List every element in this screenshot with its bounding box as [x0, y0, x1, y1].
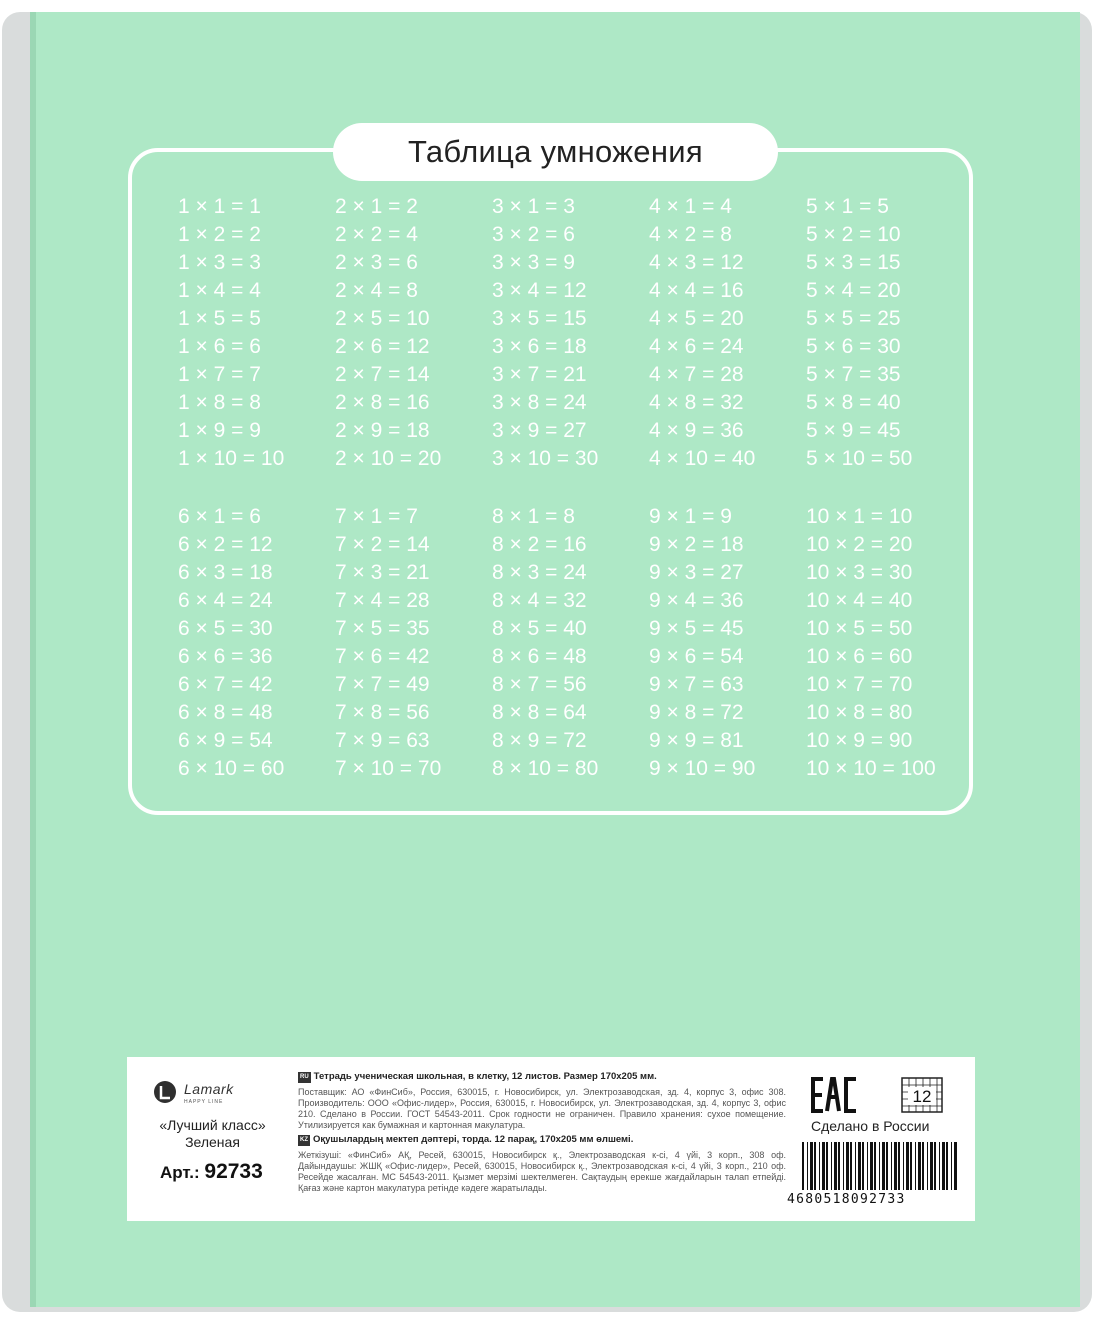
multiplication-fact: 9 × 1 = 9 — [649, 505, 732, 528]
table-column — [178, 193, 335, 473]
barcode-bar — [891, 1142, 892, 1190]
series-line-2: Зеленая — [185, 1134, 240, 1150]
barcode-bar — [850, 1142, 852, 1190]
barcode-bar — [906, 1142, 909, 1190]
multiplication-fact: 10 × 1 = 10 — [806, 505, 913, 528]
multiplication-fact: 5 × 6 = 30 — [806, 335, 901, 358]
multiplication-fact: 6 × 8 = 48 — [178, 701, 273, 724]
multiplication-fact: 8 × 9 = 72 — [492, 729, 587, 752]
grid-paper-icon — [901, 1077, 943, 1113]
table-column — [806, 503, 968, 783]
eac-mark-icon — [810, 1075, 860, 1115]
multiplication-fact: 7 × 6 = 42 — [335, 645, 430, 668]
article-number — [160, 1160, 263, 1184]
multiplication-fact: 3 × 5 = 15 — [492, 307, 587, 330]
multiplication-fact: 3 × 3 = 9 — [492, 251, 575, 274]
multiplication-fact: 9 × 4 = 36 — [649, 589, 744, 612]
multiplication-fact: 10 × 10 = 100 — [806, 757, 936, 780]
table-column — [178, 503, 335, 783]
multiplication-block-top — [178, 193, 968, 473]
barcode-bar — [867, 1142, 868, 1190]
product-description — [298, 1071, 786, 1197]
barcode-bar — [838, 1142, 840, 1190]
multiplication-fact: 7 × 10 = 70 — [335, 757, 442, 780]
table-column — [492, 503, 649, 783]
table-title: Таблица умножения — [333, 123, 778, 181]
multiplication-fact: 1 × 6 = 6 — [178, 335, 261, 358]
barcode-bar — [918, 1142, 921, 1190]
multiplication-fact: 6 × 7 = 42 — [178, 673, 273, 696]
brand-name: Lamark — [184, 1081, 234, 1097]
multiplication-fact: 7 × 8 = 56 — [335, 701, 430, 724]
table-column — [649, 503, 806, 783]
barcode-bar — [922, 1142, 924, 1190]
barcode-bar — [903, 1142, 904, 1190]
multiplication-fact: 1 × 3 = 3 — [178, 251, 261, 274]
multiplication-fact: 3 × 1 = 3 — [492, 195, 575, 218]
multiplication-fact: 7 × 9 = 63 — [335, 729, 430, 752]
multiplication-fact: 7 × 1 = 7 — [335, 505, 418, 528]
multiplication-fact: 9 × 8 = 72 — [649, 701, 744, 724]
multiplication-fact: 8 × 3 = 24 — [492, 561, 587, 584]
barcode-bar — [819, 1142, 820, 1190]
barcode-icon — [800, 1140, 960, 1198]
barcode-bar — [870, 1142, 873, 1190]
barcode-bar — [834, 1142, 837, 1190]
sheets-count: 12 — [912, 1087, 932, 1106]
multiplication-fact: 8 × 7 = 56 — [492, 673, 587, 696]
multiplication-fact: 4 × 1 = 4 — [649, 195, 732, 218]
table-column — [492, 193, 649, 473]
barcode-bar — [862, 1142, 864, 1190]
multiplication-fact: 8 × 8 = 64 — [492, 701, 587, 724]
kz-heading — [298, 1134, 786, 1146]
barcode-bar — [814, 1142, 816, 1190]
barcode-bar — [934, 1142, 936, 1190]
article-label: Арт.: — [160, 1163, 200, 1182]
multiplication-fact: 5 × 9 = 45 — [806, 419, 901, 442]
multiplication-fact: 10 × 2 = 20 — [806, 533, 913, 556]
barcode-bar — [910, 1142, 912, 1190]
barcode-bar — [807, 1142, 808, 1190]
multiplication-fact: 6 × 3 = 18 — [178, 561, 273, 584]
table-column — [335, 503, 492, 783]
multiplication-fact: 10 × 4 = 40 — [806, 589, 913, 612]
multiplication-fact: 2 × 9 = 18 — [335, 419, 430, 442]
multiplication-fact: 2 × 4 = 8 — [335, 279, 418, 302]
barcode-bar — [874, 1142, 876, 1190]
barcode-bar — [951, 1142, 952, 1190]
barcode-bar — [802, 1142, 804, 1190]
multiplication-fact: 4 × 7 = 28 — [649, 363, 744, 386]
barcode-bar — [858, 1142, 861, 1190]
multiplication-fact: 10 × 8 = 80 — [806, 701, 913, 724]
multiplication-fact: 8 × 2 = 16 — [492, 533, 587, 556]
kz-body: Жеткізуші: «ФинСиб» АҚ, Ресей, 630015, Новосибирск қ., Электрозаводская к-сі, 4 үйі, 3 корп., 308 оф. Дайындаушы: ЖШҚ «Офис-лидер», Ресей, 630015, Новосибирск қ., Электрозаводская к-сі, 4 үйі, 3 корп., 210 оф. Ресейде жасалған. МС 54543-2011. Қызмет мерзімі шектелмеген. Сақтаудың ерекше жағдайларын талап етпейді. Қағаз және картон макулатура ретінде кәдеге жаратылады. — [298, 1150, 786, 1193]
multiplication-fact: 7 × 4 = 28 — [335, 589, 430, 612]
multiplication-fact: 4 × 6 = 24 — [649, 335, 744, 358]
multiplication-fact: 5 × 5 = 25 — [806, 307, 901, 330]
multiplication-fact: 8 × 5 = 40 — [492, 617, 587, 640]
multiplication-fact: 2 × 8 = 16 — [335, 391, 430, 414]
multiplication-fact: 9 × 3 = 27 — [649, 561, 744, 584]
multiplication-fact: 2 × 3 = 6 — [335, 251, 418, 274]
multiplication-fact: 1 × 2 = 2 — [178, 223, 261, 246]
multiplication-fact: 4 × 5 = 20 — [649, 307, 744, 330]
multiplication-fact: 9 × 7 = 63 — [649, 673, 744, 696]
article-value: 92733 — [204, 1160, 263, 1183]
barcode-bar — [927, 1142, 928, 1190]
barcode-bar — [930, 1142, 933, 1190]
multiplication-fact: 4 × 8 = 32 — [649, 391, 744, 414]
barcode-bar — [846, 1142, 849, 1190]
multiplication-fact: 10 × 9 = 90 — [806, 729, 913, 752]
barcode-number: 4680518092733 — [787, 1192, 906, 1207]
multiplication-fact: 10 × 6 = 60 — [806, 645, 913, 668]
multiplication-fact: 5 × 3 = 15 — [806, 251, 901, 274]
multiplication-fact: 2 × 6 = 12 — [335, 335, 430, 358]
multiplication-fact: 6 × 4 = 24 — [178, 589, 273, 612]
multiplication-fact: 3 × 4 = 12 — [492, 279, 587, 302]
multiplication-fact: 9 × 6 = 54 — [649, 645, 744, 668]
kz-badge: KZ — [298, 1135, 310, 1146]
multiplication-fact: 9 × 9 = 81 — [649, 729, 744, 752]
barcode-bar — [843, 1142, 844, 1190]
multiplication-fact: 3 × 2 = 6 — [492, 223, 575, 246]
multiplication-fact: 2 × 1 = 2 — [335, 195, 418, 218]
multiplication-fact: 7 × 2 = 14 — [335, 533, 430, 556]
barcode-bar — [939, 1142, 940, 1190]
cover-shadow — [30, 12, 36, 1307]
barcode-bar — [822, 1142, 825, 1190]
table-column — [335, 193, 492, 473]
multiplication-fact: 1 × 5 = 5 — [178, 307, 261, 330]
multiplication-fact: 8 × 1 = 8 — [492, 505, 575, 528]
multiplication-fact: 3 × 6 = 18 — [492, 335, 587, 358]
series-name — [140, 1117, 285, 1151]
barcode-bar — [879, 1142, 880, 1190]
multiplication-block-bottom — [178, 503, 968, 783]
ru-heading — [298, 1071, 786, 1083]
table-column — [649, 193, 806, 473]
multiplication-fact: 6 × 5 = 30 — [178, 617, 273, 640]
barcode-bar — [882, 1142, 885, 1190]
kz-heading-text: Оқушылардың мектеп дәптері, торда. 12 парақ, 170x205 мм өлшемі. — [313, 1134, 634, 1145]
multiplication-fact: 7 × 7 = 49 — [335, 673, 430, 696]
multiplication-fact: 3 × 9 = 27 — [492, 419, 587, 442]
brand-tagline: HAPPY LINE — [184, 1099, 224, 1105]
barcode-bar — [855, 1142, 856, 1190]
multiplication-fact: 1 × 7 = 7 — [178, 363, 261, 386]
multiplication-fact: 2 × 5 = 10 — [335, 307, 430, 330]
multiplication-fact: 3 × 10 = 30 — [492, 447, 599, 470]
multiplication-fact: 10 × 5 = 50 — [806, 617, 913, 640]
barcode-bar — [810, 1142, 813, 1190]
multiplication-fact: 9 × 5 = 45 — [649, 617, 744, 640]
multiplication-fact: 6 × 9 = 54 — [178, 729, 273, 752]
multiplication-fact: 1 × 4 = 4 — [178, 279, 261, 302]
multiplication-fact: 10 × 7 = 70 — [806, 673, 913, 696]
ru-heading-text: Тетрадь ученическая школьная, в клетку, 12 листов. Размер 170x205 мм. — [313, 1071, 657, 1082]
multiplication-fact: 2 × 7 = 14 — [335, 363, 430, 386]
multiplication-fact: 1 × 1 = 1 — [178, 195, 261, 218]
multiplication-fact: 5 × 4 = 20 — [806, 279, 901, 302]
barcode-bar — [954, 1142, 957, 1190]
ru-body: Поставщик: АО «ФинСиб», Россия, 630015, г. Новосибирск, ул. Электрозаводская, зд. 4, корпус 3, офис 308. Производитель: ООО «Офис-лидер», Россия, 630015, г. Новосибирск, ул. Электрозаводская, зд. 4, корпус 3, офис 210. Сделано в России. ГОСТ 54543-2011. Срок годности не ограничен. Правило хранения: сухое помещение. Утилизируется как бумажная и картонная макулатура. — [298, 1087, 786, 1130]
multiplication-fact: 8 × 4 = 32 — [492, 589, 587, 612]
multiplication-fact: 6 × 1 = 6 — [178, 505, 261, 528]
barcode-bar — [898, 1142, 900, 1190]
multiplication-fact: 9 × 2 = 18 — [649, 533, 744, 556]
multiplication-fact: 6 × 2 = 12 — [178, 533, 273, 556]
ru-badge: RU — [298, 1072, 311, 1083]
made-in-russia: Сделано в России — [811, 1118, 930, 1134]
multiplication-fact: 4 × 2 = 8 — [649, 223, 732, 246]
multiplication-fact: 4 × 9 = 36 — [649, 419, 744, 442]
multiplication-fact: 2 × 2 = 4 — [335, 223, 418, 246]
multiplication-fact: 1 × 9 = 9 — [178, 419, 261, 442]
multiplication-fact: 2 × 10 = 20 — [335, 447, 442, 470]
series-line-1: «Лучший класс» — [159, 1117, 266, 1133]
multiplication-fact: 4 × 4 = 16 — [649, 279, 744, 302]
multiplication-fact: 8 × 6 = 48 — [492, 645, 587, 668]
multiplication-fact: 8 × 10 = 80 — [492, 757, 599, 780]
multiplication-fact: 7 × 5 = 35 — [335, 617, 430, 640]
multiplication-fact: 5 × 7 = 35 — [806, 363, 901, 386]
multiplication-fact: 10 × 3 = 30 — [806, 561, 913, 584]
multiplication-fact: 7 × 3 = 21 — [335, 561, 430, 584]
multiplication-fact: 5 × 10 = 50 — [806, 447, 913, 470]
multiplication-fact: 3 × 8 = 24 — [492, 391, 587, 414]
multiplication-fact: 5 × 8 = 40 — [806, 391, 901, 414]
multiplication-fact: 6 × 10 = 60 — [178, 757, 285, 780]
barcode-bar — [894, 1142, 897, 1190]
table-column — [806, 193, 968, 473]
multiplication-fact: 5 × 1 = 5 — [806, 195, 889, 218]
multiplication-fact: 6 × 6 = 36 — [178, 645, 273, 668]
barcode-bar — [942, 1142, 945, 1190]
barcode-bar — [826, 1142, 828, 1190]
multiplication-fact: 9 × 10 = 90 — [649, 757, 756, 780]
multiplication-fact: 3 × 7 = 21 — [492, 363, 587, 386]
multiplication-fact: 1 × 10 = 10 — [178, 447, 285, 470]
barcode-bar — [915, 1142, 916, 1190]
multiplication-fact: 4 × 10 = 40 — [649, 447, 756, 470]
multiplication-fact: 1 × 8 = 8 — [178, 391, 261, 414]
barcode-bar — [831, 1142, 832, 1190]
multiplication-fact: 4 × 3 = 12 — [649, 251, 744, 274]
barcode-bar — [886, 1142, 888, 1190]
barcode-bar — [946, 1142, 948, 1190]
multiplication-fact: 5 × 2 = 10 — [806, 223, 901, 246]
